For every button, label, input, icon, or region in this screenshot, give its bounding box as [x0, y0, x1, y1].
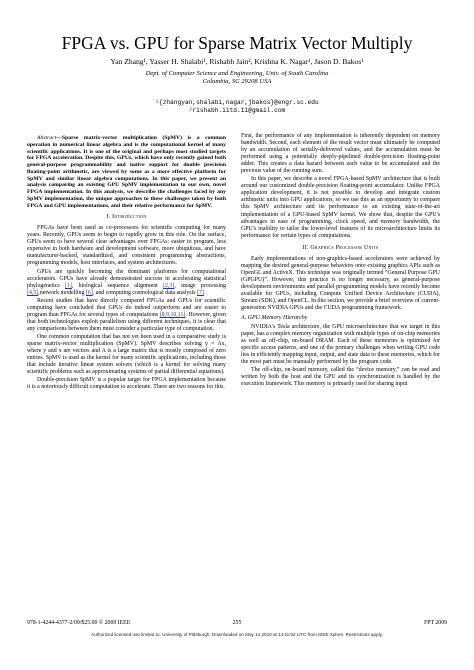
citation-link[interactable]: [7]	[197, 289, 204, 296]
copyright-notice: 978-1-4244-4377-2/09/$25.00 © 2009 IEEE	[27, 620, 131, 626]
paragraph: One common computation that has not yet been used in a comparative study is sparse matrix-vector multiplication (SpMV). SpMV describes solving y = Ax, where y and x are vectors and A is a large matrix that is mostly composed of zero entries. SpMV is used as the kernel for many scientific applications, including those that include iterative linear system solvers (which is a kernel for solving many scientific problems such as approximating systems of partial differential equations).	[27, 333, 226, 376]
license-notice: Authorized licensed use limited to: University of Pittsburgh. Downloaded on May 14,2010 at 14:11:02 UTC from IEEE Xplore. Restrictions apply.	[91, 632, 383, 637]
page-footer	[27, 619, 447, 628]
author-list: Yan Zhang¹, Yasser H. Shalabi¹, Rishabh Jain², Krishna K. Nagar¹, Jason D. Bakos¹	[110, 57, 364, 66]
citation-link[interactable]: [2,3]	[163, 282, 175, 289]
affiliation-line: Dept. of Computer Science and Engineering, Univ. of South Carolina	[145, 70, 329, 77]
affiliation	[20, 70, 454, 87]
citation-link[interactable]: [4,5]	[27, 289, 39, 296]
email-line: ²rishabh.iitd.11@gmail.com	[188, 107, 286, 115]
citation-link[interactable]: [8,9,10,11]	[159, 311, 186, 318]
abstract-text: —Sparse matrix-vector multiplication (SpMV) is a common operation in numerical linear algebra and is the computational kernel of many scientific applications. It is one of the original and perhaps most studied targets for FPGA acceleration. Despite this, GPUs, which have only recently gained both general-purpose programmability and native support for double precision floating-point arithmetic, are viewed by some as a more effective platform for SpMV and similar linear algebra computations. In this paper, we present an analysis comparing an existing GPU SpMV implementation to our own, novel FPGA implementation. In this analysis, we describe the challenges faced by any SpMV implementation, the unique approaches to these challenges taken by both FPGA and GPU implementations, and their relative performance for SpMV.	[27, 135, 226, 209]
paragraph: FPGAs have been used as co-processors for scientific computing for many years. Recently, GPUs seem to begin to rapidly grow in this role. On the surface, GPUs seem to have several clear advantages over FPGAs: easier to program, less expensive in both hardware and development software, more ubiquitous, and have manufacturer-backed, standardized, and consistent programming abstractions, programming models, host interfaces, and system architectures.	[27, 225, 226, 267]
author-emails	[20, 99, 454, 115]
citation-link[interactable]: [6]	[85, 289, 93, 296]
paragraph-text: .	[203, 289, 206, 296]
paragraph	[27, 269, 226, 297]
paragraph-text: , biological sequence alignment	[71, 282, 164, 289]
section-heading-gpus: II. Graphics Processor Units	[302, 244, 379, 251]
paragraph-text: GPUs are quickly becoming the dominant platforms for computational accelerators. GPUs have already demonstrated success in accelerating statistical phylogenetics	[27, 268, 226, 289]
abstract-label: Abstract	[37, 135, 57, 141]
paragraph	[27, 298, 226, 333]
paragraph: Early implementations of non-graphics-based accelerators were achieved by mapping the desired general-purpose behaviors onto existing graphics APIs such as OpenGL and ActiveX. This technique was originally termed “General Purpose GPU (GPGPU)”. However, this practice is no longer necessary, as general-purpose development environments and parallel programming models have recently become available for GPUs, including Compute Unified Device Architecture (CUDA), Stream (SDK), and OpenCL. In this section, we provide a brief overview of current-generation NVIDIA GPUs and the CUDA programming framework.	[241, 255, 440, 312]
paper-title: FPGA vs. GPU for Sparse Matrix Vector Multiply	[61, 33, 413, 53]
paragraph: In this paper, we describe a novel FPGA-based SpMV architecture that is built around our customized double-precision floating-point accumulator. Unlike FPGA application development, it is not possible to develop and integrate custom arithmetic units into GPU applications, so we use this as an opportunity to compare this SpMV architecture and its performance to an existing state-of-the-art implementation of a GPU-based SpMV kernel. We show that, despite the GPU's advantages in ease of programming, clock speed, and memory bandwidth, the GPU's inability to tailor the lower-level features of its microarchitecture limits its performance for certain types of computations.	[241, 176, 440, 239]
conference-name: FPT 2009	[424, 620, 447, 626]
paragraph: First, the performance of any implementation is inherently dependent on memory bandwidth. Second, each element of the result vector must ultimately be computed by an accumulation of serially-delivered values, and the accumulation must be performed using a potentially deeply-pipelined double-precision floating-point adder. This creates a data hazard between each value to be accumulated and the previous value of the running sum.	[241, 133, 440, 175]
paragraph-text: . However, given that both technologies exploit parallelism using different techniques, it is clear that any comparisons between them must consider a particular type of computation.	[27, 311, 226, 332]
paragraph-text: Recent studies that have directly compared FPGAs and GPUs for scientific computing have concluded that GPUs do indeed outperform and are easier to program than FPGAs for several types of computations	[27, 297, 226, 318]
abstract	[27, 135, 226, 209]
paragraph-text: , image processing	[174, 282, 226, 289]
paragraph: The off-chip, on-board memory, called the “device memory,” can be read and written by both the host and the GPU and its synchronization is handled by the execution framework. This memory is primarily used for sharing input	[241, 367, 440, 388]
email-line: ¹{zhangyan,shalabi,nagar,jbakos}@engr.sc.edu	[155, 99, 319, 106]
paragraph-text: , and computing cosmological data analysis	[92, 289, 197, 296]
paragraph: Double-precision SpMV is a popular target for FPGA implementation because it is a notoriously difficult computation to accelerate. There are two reasons for this.	[27, 377, 226, 391]
right-column	[241, 133, 440, 390]
paragraph-text: ,network modelling	[38, 289, 86, 296]
subsection-heading: A. GPU Memory Hierarchy	[241, 315, 308, 322]
page-number: 255	[232, 620, 242, 626]
affiliation-line: Columbia, SC 29208 USA	[202, 78, 272, 86]
left-column	[27, 135, 226, 392]
paragraph: NVIDIA's Tesla architecture, the GPU microarchitecture that we target in this paper, has a complex memory organization with multiple types of on-chip memories as well as off-chip, on-board DRAM. Each of these memories is optimized for specific access patterns, and one of the primary challenges when writing GPU code lies in efficiently mapping input, output, and state data to these memories, which for the most part must be manually performed by the program code.	[241, 324, 440, 366]
section-heading-introduction: I. Introduction	[106, 214, 147, 221]
citation-link[interactable]: [1]	[64, 282, 72, 289]
